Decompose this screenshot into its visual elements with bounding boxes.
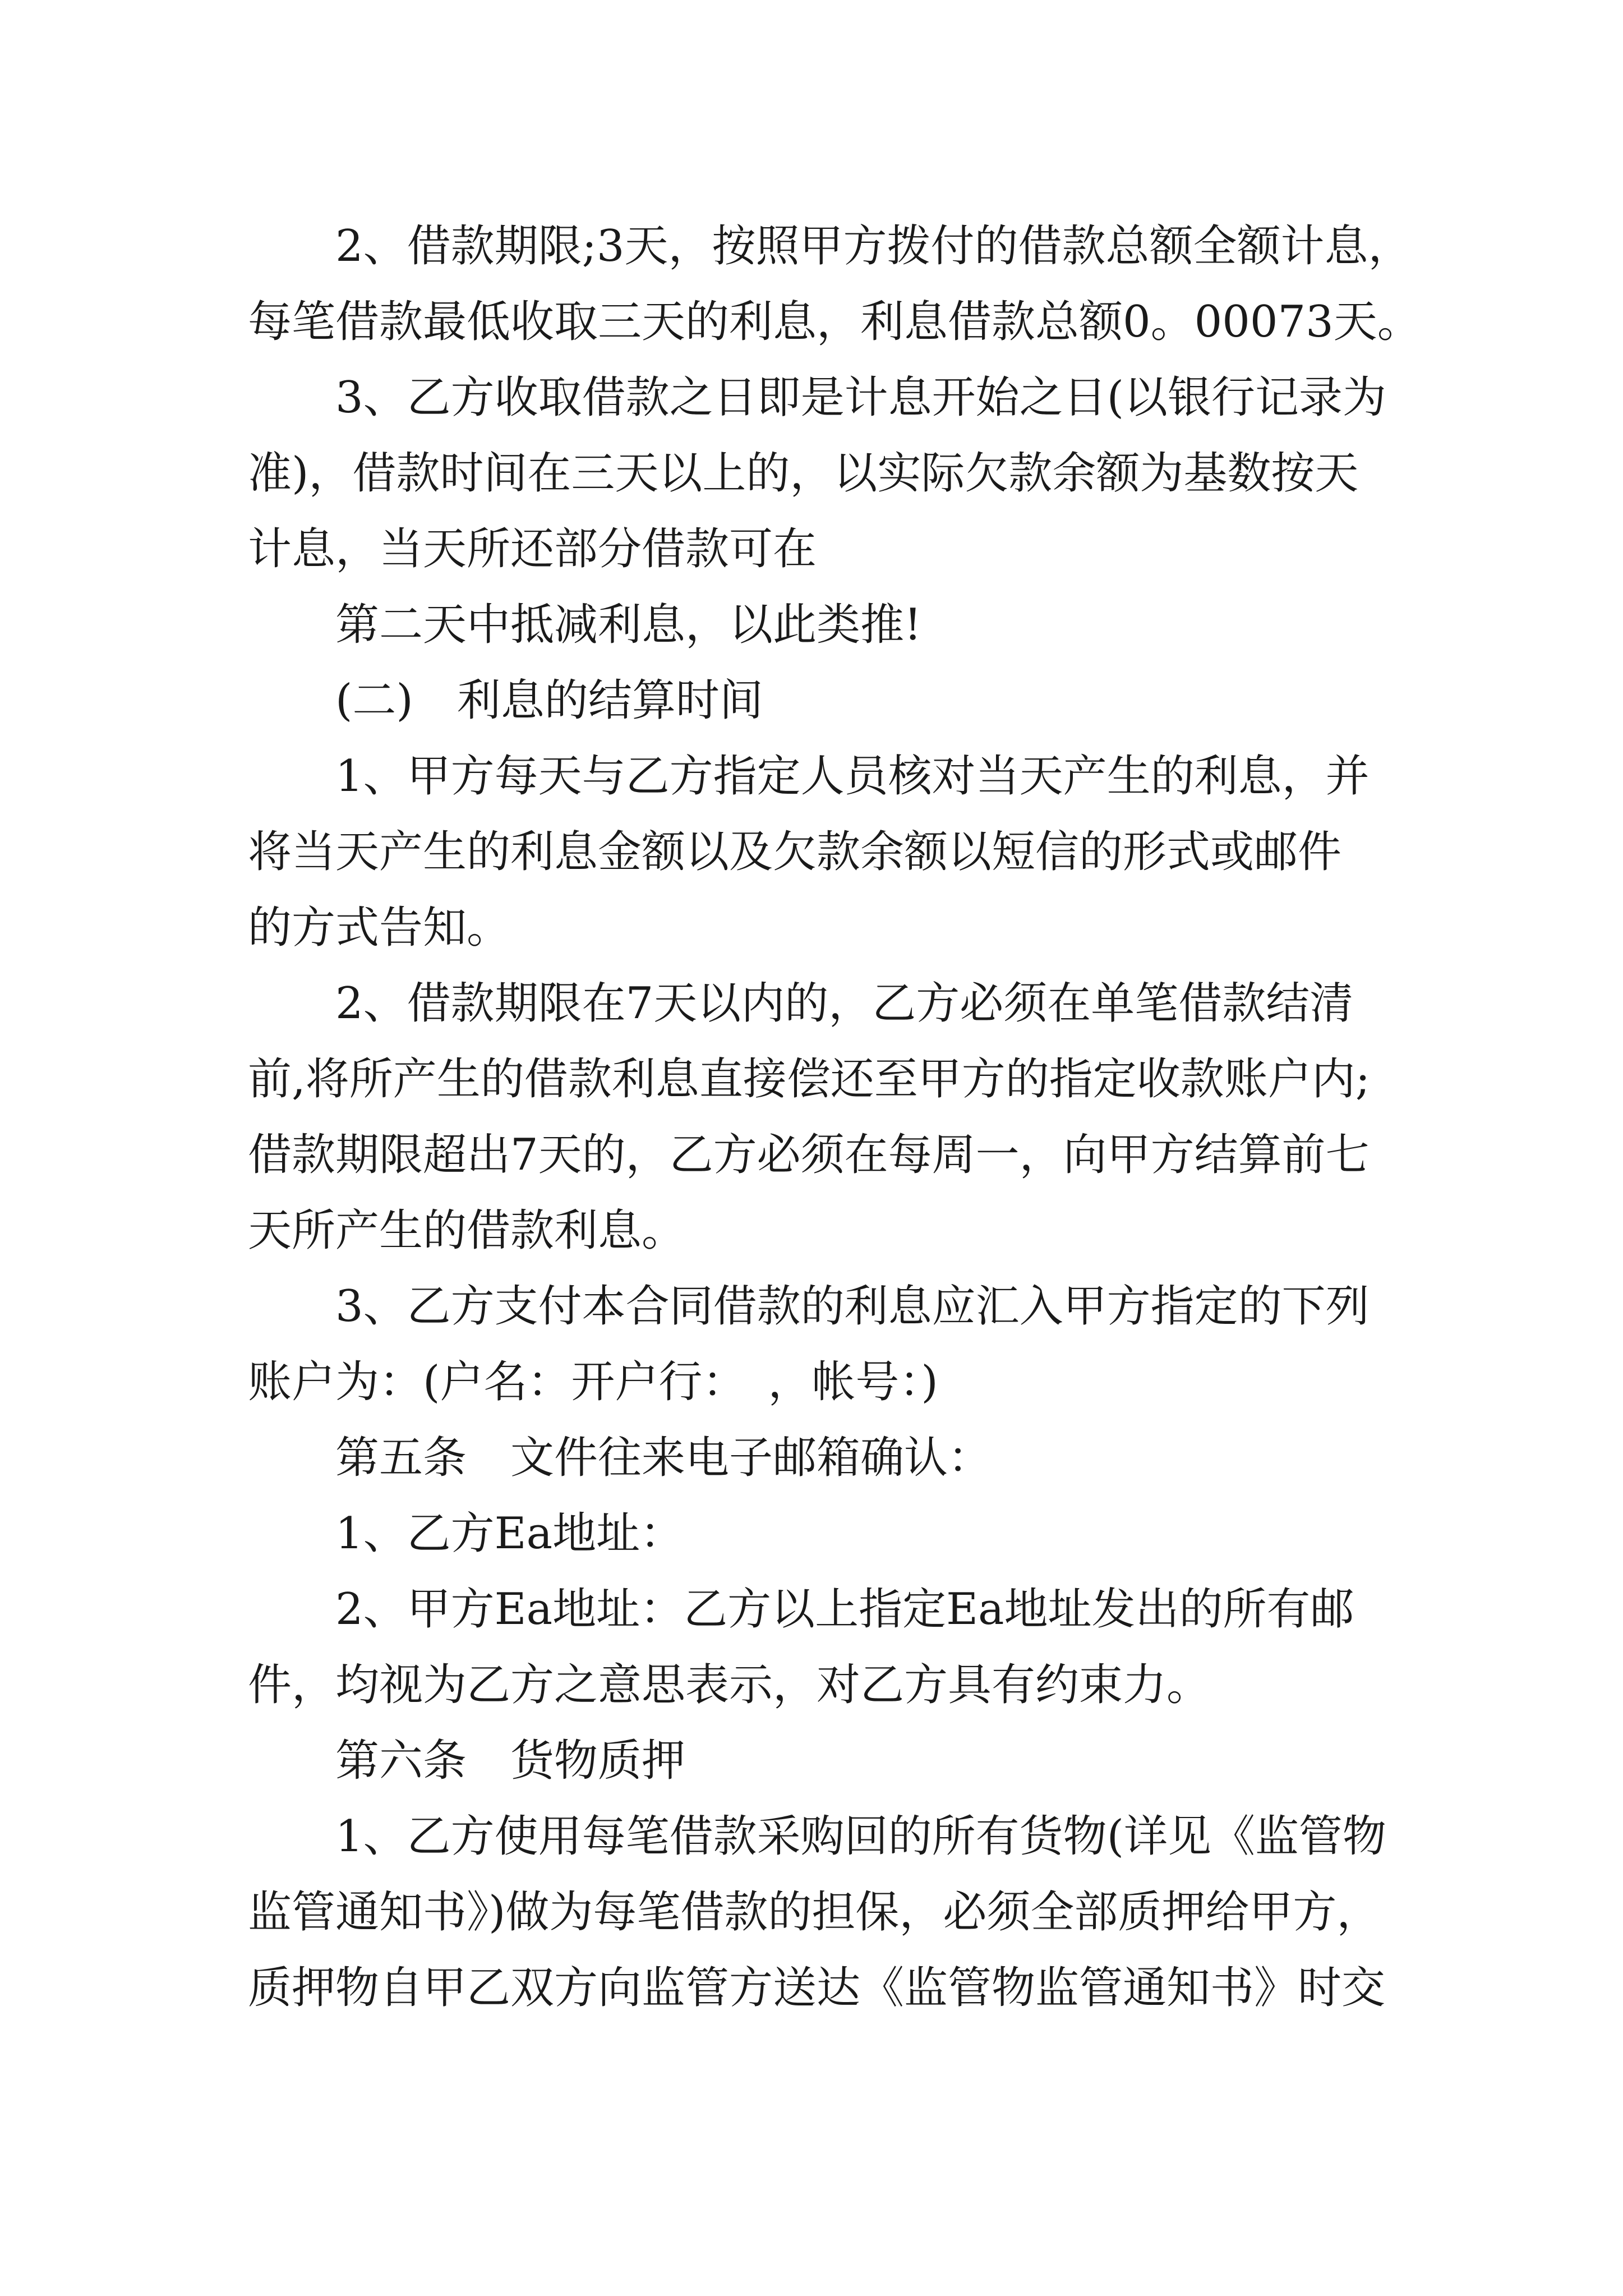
paragraph-line: 借款期限超出7天的，乙方必须在每周一，向甲方结算前七 [248,1130,1370,1180]
paragraph-line: 监管通知书》)做为每笔借款的担保，必须全部质押给甲方， [248,1887,1381,1938]
paragraph-line: 每笔借款最低收取三天的利息，利息借款总额0。00073天。 [248,297,1421,347]
paragraph-line: 2、借款期限;3天，按照甲方拨付的借款总额全额计息， [335,221,1412,272]
paragraph-line: 账户为：(户名：开户行： ，帐号：) [248,1357,938,1407]
paragraph-line: 3、乙方支付本合同借款的利息应汇入甲方指定的下列 [335,1281,1370,1332]
paragraph-line: 将当天产生的利息金额以及欠款余额以短信的形式或邮件 [248,827,1342,877]
paragraph-line: 2、借款期限在7天以内的，乙方必须在单笔借款结清 [335,978,1354,1029]
paragraph-line: 第二天中抵减利息，以此类推! [335,600,922,650]
paragraph-line: 1、乙方使用每笔借款采购回的所有货物(详见《监管物 [335,1811,1387,1862]
paragraph-line: 1、甲方每天与乙方指定人员核对当天产生的利息，并 [335,751,1370,802]
paragraph-line: 质押物自甲乙双方向监管方送达《监管物监管通知书》时交 [248,1963,1386,2013]
article-heading: 第五条 文件往来电子邮箱确认： [335,1433,992,1483]
paragraph-line: 2、甲方Ea地址：乙方以上指定Ea地址发出的所有邮 [335,1584,1354,1635]
paragraph-line: 3、乙方收取借款之日即是计息开始之日(以银行记录为 [335,372,1387,423]
paragraph-line: 准)，借款时间在三天以上的，以实际欠款余额为基数按天 [248,448,1359,499]
paragraph-line: 的方式告知。 [248,903,511,953]
paragraph-line: 1、乙方Ea地址： [335,1508,684,1559]
paragraph-line: 件，均视为乙方之意思表示，对乙方具有约束力。 [248,1660,1211,1710]
paragraph-line: 前,将所产生的借款利息直接偿还至甲方的指定收款账户内; [248,1054,1371,1105]
paragraph-line: 计息，当天所还部分借款可在 [248,524,817,574]
paragraph-line: 天所产生的借款利息。 [248,1205,686,1256]
article-heading: 第六条 货物质押 [335,1736,686,1786]
section-heading: (二) 利息的结算时间 [335,675,763,726]
